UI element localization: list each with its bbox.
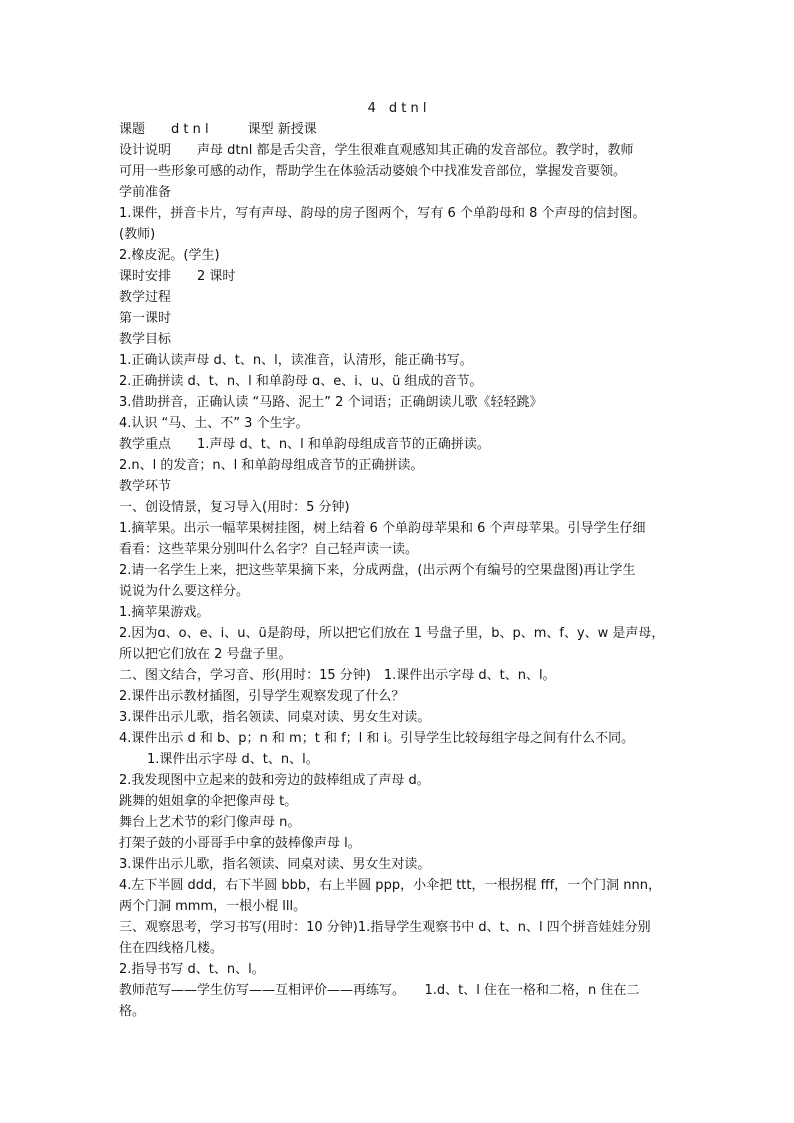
document-title: 4 d t n l xyxy=(367,101,427,116)
text-line: 打架子鼓的小哥哥手中拿的鼓棒像声母 l。 xyxy=(119,836,361,851)
text-line: 4.认识 “马、土、不” 3 个生字。 xyxy=(119,416,309,431)
text-line: 课时安排 2 课时 xyxy=(119,269,236,284)
document-body xyxy=(119,119,689,1022)
text-line: 1.课件出示字母 d、t、n、l。 xyxy=(147,752,319,767)
text-line: 二、图文结合，学习音、形(用时：15 分钟) 1.课件出示字母 d、t、n、l。 xyxy=(119,668,556,683)
text-line: 看看：这些苹果分别叫什么名字？自己轻声读一读。 xyxy=(119,542,419,557)
text-line: 2.指导书写 d、t、n、l。 xyxy=(119,962,265,977)
text-line: 教学环节 xyxy=(119,479,172,494)
text-line: 所以把它们放在 2 号盘子里。 xyxy=(119,647,292,662)
text-line: 教师范写——学生仿写——互相评价——再练写。 1.d、t、l 住在一格和二格，n 住在二 xyxy=(119,983,640,998)
text-line: 1.摘苹果游戏。 xyxy=(119,605,210,620)
text-line: 可用一些形象可感的动作，帮助学生在体验活动婆娘个中找准发音部位，掌握发音要领。 xyxy=(119,164,627,179)
text-line: 2.课件出示教材插图，引导学生观察发现了什么？ xyxy=(119,689,405,704)
text-line: 教学过程 xyxy=(119,290,172,305)
text-line: 2.我发现图中立起来的鼓和旁边的鼓棒组成了声母 d。 xyxy=(119,773,430,788)
text-line: 3.课件出示儿歌，指名领读、同桌对读、男女生对读。 xyxy=(119,857,431,872)
text-line: 2.正确拼读 d、t、n、l 和单韵母 ɑ、e、i、u、ü 组成的音节。 xyxy=(119,374,483,389)
text-line: 住在四线格几楼。 xyxy=(119,941,224,956)
text-line: 3.课件出示儿歌，指名领读、同桌对读、男女生对读。 xyxy=(119,710,431,725)
text-line: 舞台上艺术节的彩门像声母 n。 xyxy=(119,815,301,830)
text-line: 两个门洞 mmm，一根小棍 lll。 xyxy=(119,899,307,914)
text-line: 1.摘苹果。出示一幅苹果树挂图，树上结着 6 个单韵母苹果和 6 个声母苹果。引导学生仔细 xyxy=(119,521,646,536)
text-line: 第一课时 xyxy=(119,311,172,326)
text-line: 学前准备 xyxy=(119,185,172,200)
text-line: 2.因为ɑ、o、e、i、u、ü是韵母，所以把它们放在 1 号盘子里，b、p、m、f、y、w 是声母， xyxy=(119,626,665,641)
text-line: 格。 xyxy=(119,1004,146,1019)
text-line: (教师) xyxy=(119,227,156,242)
text-line: 1.课件，拼音卡片，写有声母、韵母的房子图两个，写有 6 个单韵母和 8 个声母的信封图。 xyxy=(119,206,646,221)
text-line: 2.n、l 的发音；n、l 和单韵母组成音节的正确拼读。 xyxy=(119,458,424,473)
text-line: 三、观察思考，学习书写(用时：10 分钟)1.指导学生观察书中 d、t、n、l 四个拼音娃娃分别 xyxy=(119,920,651,935)
text-line: 1.正确认读声母 d、t、n、l，读准音，认清形，能正确书写。 xyxy=(119,353,473,368)
text-line: 教学重点 1.声母 d、t、n、l 和单韵母组成音节的正确拼读。 xyxy=(119,437,490,452)
text-line: 2.请一名学生上来，把这些苹果摘下来，分成两盘，(出示两个有编号的空果盘图)再让学生 xyxy=(119,563,636,578)
text-line: 设计说明 声母 dtnl 都是舌尖音，学生很难直观感知其正确的发音部位。教学时，教师 xyxy=(119,143,634,158)
text-line: 教学目标 xyxy=(119,332,172,347)
text-line: 4.课件出示 d 和 b、p；n 和 m；t 和 f；l 和 i。引导学生比较每组字母之间有什么不同。 xyxy=(119,731,635,746)
text-line: 说说为什么要这样分。 xyxy=(119,584,250,599)
text-line: 一、创设情景，复习导入(用时：5 分钟) xyxy=(119,500,350,515)
text-line: 4.左下半圆 ddd，右下半圆 bbb，右上半圆 ppp，小伞把 ttt，一根拐棍 fff，一个门洞 nnn， xyxy=(119,878,662,893)
text-line: 课题 d t n l 课型 新授课 xyxy=(119,122,317,137)
text-line: 跳舞的姐姐拿的伞把像声母 t。 xyxy=(119,794,298,809)
text-line: 3.借助拼音，正确认读 “马路、泥土” 2 个词语；正确朗读儿歌《轻轻跳》 xyxy=(119,395,543,410)
text-line: 2.橡皮泥。(学生) xyxy=(119,248,220,263)
